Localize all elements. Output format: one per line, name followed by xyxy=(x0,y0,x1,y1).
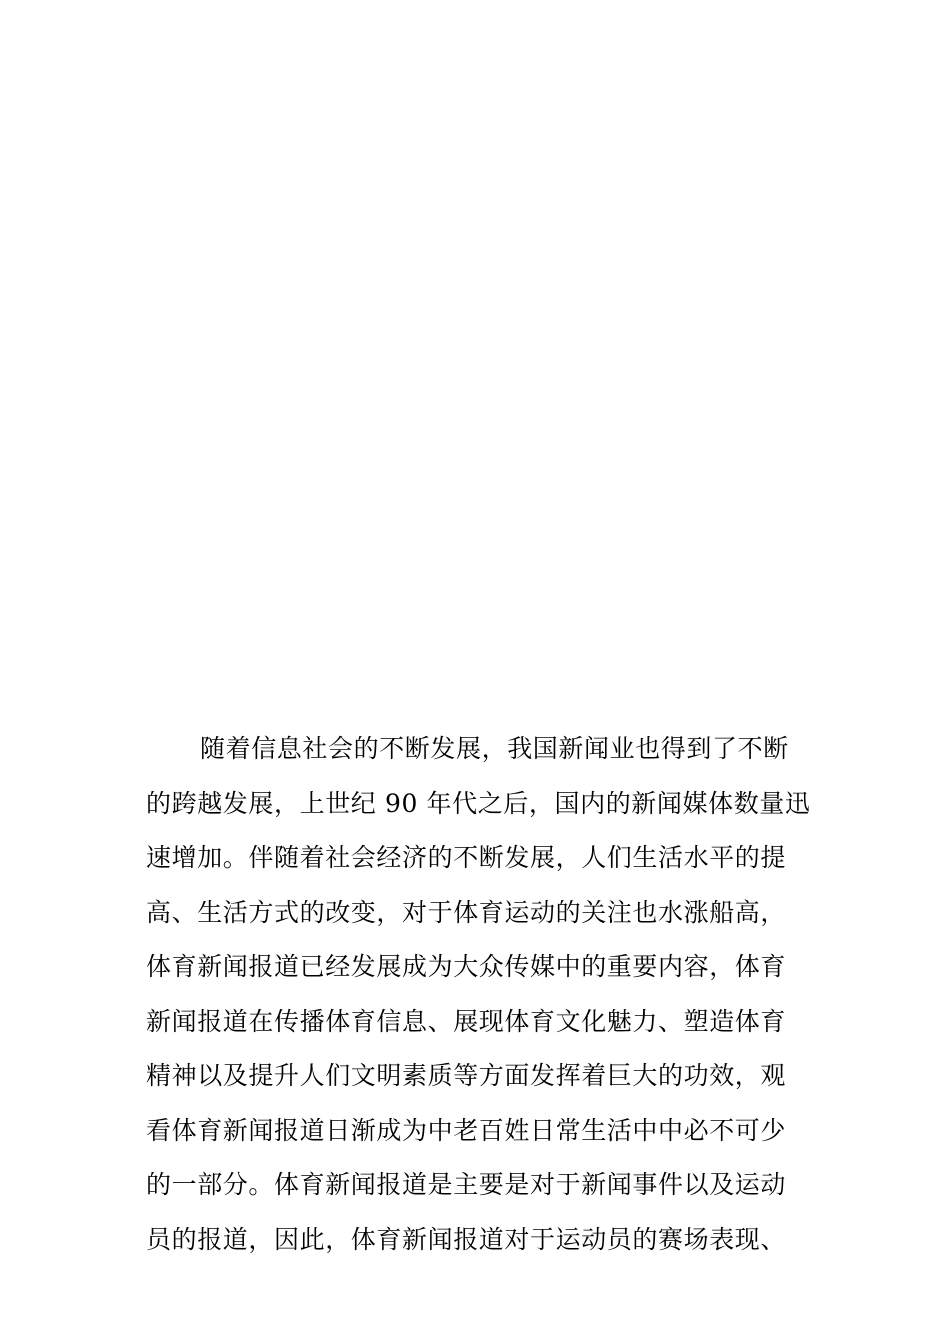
paragraph-line: 员的报道，因此，体育新闻报道对于运动员的赛场表现、 xyxy=(146,1224,787,1254)
paragraph-line: 随着信息社会的不断发展，我国新闻业也得到了不断 xyxy=(200,734,789,763)
paragraph-line: 体育新闻报道已经发展成为大众传媒中的重要内容，体育 xyxy=(146,952,787,981)
paragraph-line: 速增加。伴随着社会经济的不断发展，人们生活水平的提 xyxy=(146,843,787,872)
paragraph-line: 的一部分。体育新闻报道是主要是对于新闻事件以及运动 xyxy=(146,1170,787,1199)
paragraph-line: 的跨越发展，上世纪 90 年代之后，国内的新闻媒体数量迅 xyxy=(146,788,811,818)
paragraph-line: 新闻报道在传播体育信息、展现体育文化魅力、塑造体育 xyxy=(146,1006,787,1036)
body-paragraph xyxy=(146,726,810,1271)
paragraph-line: 看体育新闻报道日渐成为中老百姓日常生活中中必不可少 xyxy=(146,1115,787,1145)
paragraph-line: 高、生活方式的改变，对于体育运动的关注也水涨船高， xyxy=(146,897,787,927)
paragraph-line: 精神以及提升人们文明素质等方面发挥着巨大的功效，观 xyxy=(146,1061,787,1090)
